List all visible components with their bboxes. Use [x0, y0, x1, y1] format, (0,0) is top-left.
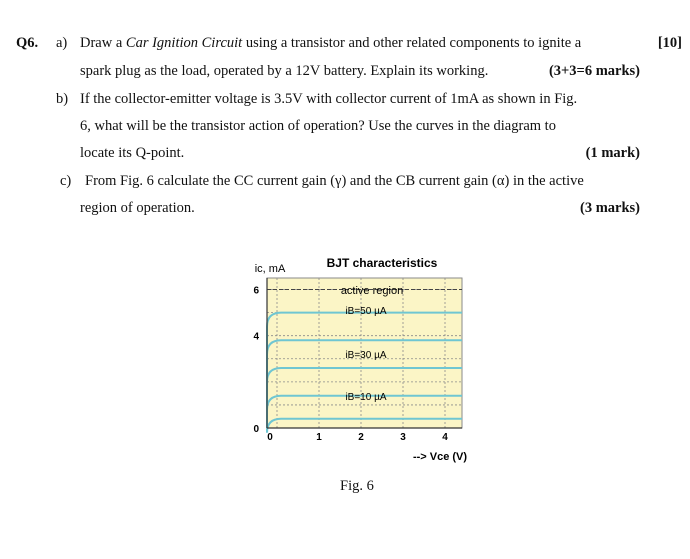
part-a-text-post: using a transistor and other related components to ignite a: [242, 35, 582, 51]
y-tick-6: 6: [253, 285, 259, 297]
y-tick-4: 4: [253, 331, 259, 343]
x-tick-4: 4: [442, 432, 448, 443]
part-c-marks: (3 marks): [579, 200, 640, 216]
y-tick-0: 0: [253, 424, 259, 435]
part-c-label: c): [60, 173, 72, 189]
part-a-line-2: spark plug as the load, operated by a 12V battery. Explain its working.: [80, 63, 489, 79]
part-a-marks: (3+3=6 marks): [548, 63, 640, 79]
part-b-line-1: If the collector-emitter voltage is 3.5V with collector current of 1mA as shown in Fig.: [80, 91, 578, 107]
x-tick-1: 1: [316, 432, 322, 443]
x-axis-label: --> Vce (V): [412, 451, 468, 463]
part-a-label: a): [56, 35, 68, 51]
part-a-italic: Car Ignition Circuit: [125, 35, 243, 51]
question-number: Q6.: [16, 35, 39, 51]
x-tick-3: 3: [400, 432, 406, 443]
part-a-text-pre: Draw a: [80, 35, 126, 51]
annotation-ib-30: iB=30 µA: [345, 350, 387, 361]
annotation-ib-50: iB=50 µA: [345, 306, 387, 317]
annotation-ib-10: iB=10 µA: [345, 392, 387, 403]
annotation-active-region: active region: [340, 285, 404, 297]
part-c-line-1: From Fig. 6 calculate the CC current gain (γ) and the CB current gain (α) in the active: [85, 173, 584, 189]
part-b-line-2: 6, what will be the transistor action of operation? Use the curves in the diagram to: [80, 118, 556, 134]
figure-caption: Fig. 6: [340, 478, 374, 494]
x-tick-0: 0: [267, 432, 273, 443]
part-a-line-1: [80, 34, 581, 52]
y-axis-label: ic, mA: [254, 263, 286, 275]
part-b-line-3: locate its Q-point.: [80, 145, 185, 161]
chart-title: BJT characteristics: [326, 256, 438, 270]
total-marks: [10]: [657, 35, 682, 51]
bjt-chart: [230, 248, 490, 468]
x-tick-2: 2: [358, 432, 364, 443]
part-b-marks: (1 mark): [585, 145, 640, 161]
part-c-line-2: region of operation.: [80, 200, 195, 216]
part-b-label: b): [56, 91, 69, 107]
